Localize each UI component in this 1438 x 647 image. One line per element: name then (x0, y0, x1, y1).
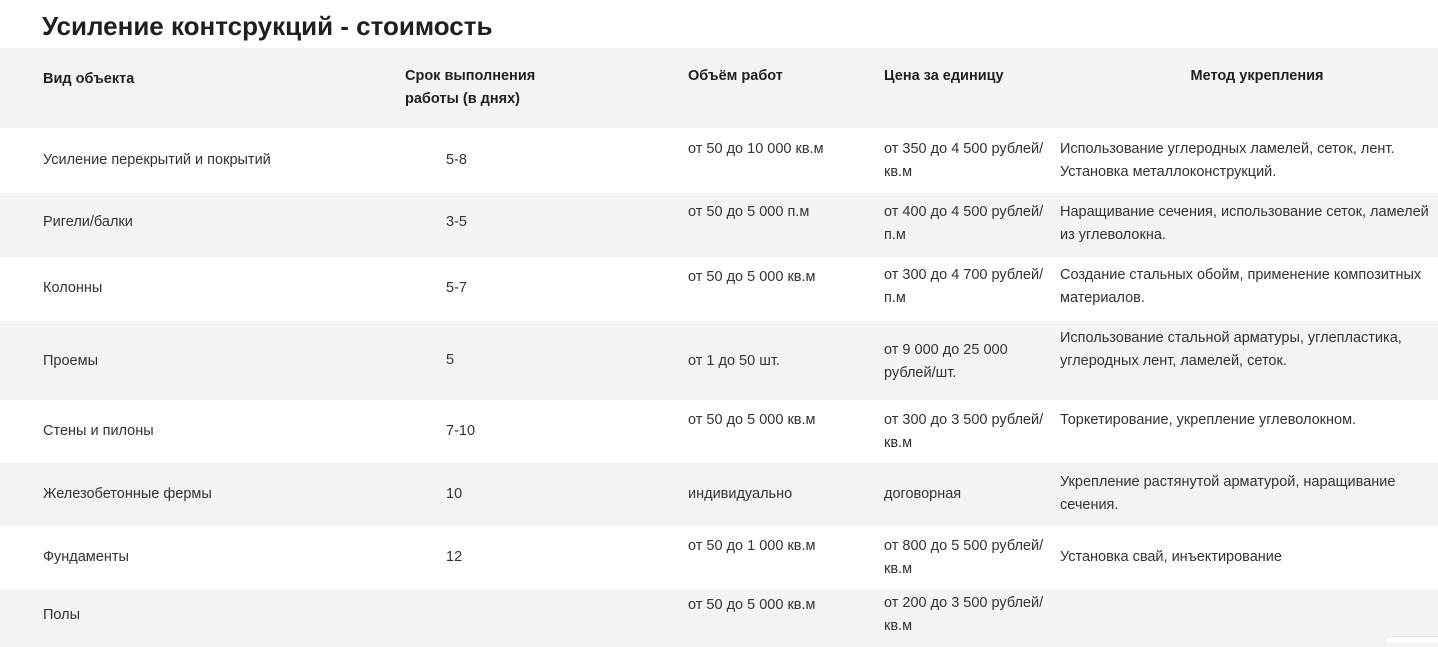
cell-type: Полы (43, 607, 81, 623)
cell-term: 7-10 (446, 423, 476, 439)
cell-method: Наращивание сечения, использование сеток, ламелей из углеволокна. (1060, 204, 1429, 243)
table-row (0, 128, 1438, 193)
header-term: Срок выполнения работы (в днях) (405, 68, 536, 107)
cell-type: Усиление перекрытий и покрытий (43, 152, 271, 168)
table-row (0, 257, 1438, 321)
cell-volume: от 50 до 5 000 п.м (688, 204, 810, 220)
cell-volume: от 50 до 10 000 кв.м (688, 141, 824, 157)
cell-method: Использование стальной арматуры, углепластика, углеродных лент, ламелей, сеток. (1060, 330, 1402, 369)
header-type: Вид объекта (43, 71, 135, 87)
table-row (0, 400, 1438, 463)
cell-method: Использование углеродных ламелей, сеток, лент. Установка металлоконструкций. (1060, 141, 1395, 180)
page-title: Усиление контсрукций - стоимость (42, 11, 493, 41)
cell-price: от 350 до 4 500 рублей/кв.м (884, 141, 1044, 180)
cell-term: 5 (446, 352, 455, 368)
cell-volume: от 50 до 5 000 кв.м (688, 597, 816, 613)
scroll-corner (1385, 636, 1438, 643)
cell-price: от 800 до 5 500 рублей/кв.м (884, 538, 1044, 577)
cell-volume: от 50 до 5 000 кв.м (688, 269, 816, 285)
cell-price: от 300 до 3 500 рублей/кв.м (884, 412, 1044, 451)
cell-price: от 400 до 4 500 рублей/п.м (884, 204, 1044, 243)
cell-method: Создание стальных обойм, применение композитных материалов. (1060, 267, 1422, 306)
cell-type: Колонны (43, 280, 103, 296)
cell-type: Ригели/балки (43, 214, 133, 230)
cell-type: Железобетонные фермы (43, 486, 212, 502)
cell-volume: от 1 до 50 шт. (688, 353, 780, 369)
cell-method: Укрепление растянутой арматурой, наращивание сечения. (1060, 474, 1396, 513)
cell-term: 3-5 (446, 214, 467, 230)
header-volume: Объём работ (688, 68, 783, 84)
table-row (0, 590, 1438, 647)
cell-volume: от 50 до 5 000 кв.м (688, 412, 816, 428)
cell-type: Проемы (43, 353, 99, 369)
cell-method: Торкетирование, укрепление углеволокном. (1060, 412, 1357, 428)
table-row (0, 463, 1438, 526)
cell-volume: от 50 до 1 000 кв.м (688, 538, 816, 554)
table-row (0, 526, 1438, 590)
cell-term: 5-7 (446, 280, 467, 296)
cell-type: Стены и пилоны (43, 423, 154, 439)
header-price: Цена за единицу (884, 68, 1004, 84)
cell-term: 12 (446, 549, 463, 565)
cell-method: Установка свай, инъектирование (1060, 549, 1282, 565)
cell-type: Фундаменты (43, 549, 129, 565)
cell-term: 5-8 (446, 152, 467, 168)
cell-price: от 9 000 до 25 000 рублей/шт. (884, 342, 1008, 381)
header-method: Метод укрепления (1190, 68, 1324, 84)
price-table (0, 48, 1438, 647)
table-header-row (0, 48, 1438, 128)
cell-price: от 300 до 4 700 рублей/п.м (884, 267, 1044, 306)
cell-price: от 200 до 3 500 рублей/кв.м (884, 595, 1044, 634)
table-row (0, 193, 1438, 257)
cell-price: договорная (884, 486, 962, 502)
table-row (0, 321, 1438, 400)
cell-volume: индивидуально (688, 486, 793, 502)
cell-term: 10 (446, 486, 463, 502)
